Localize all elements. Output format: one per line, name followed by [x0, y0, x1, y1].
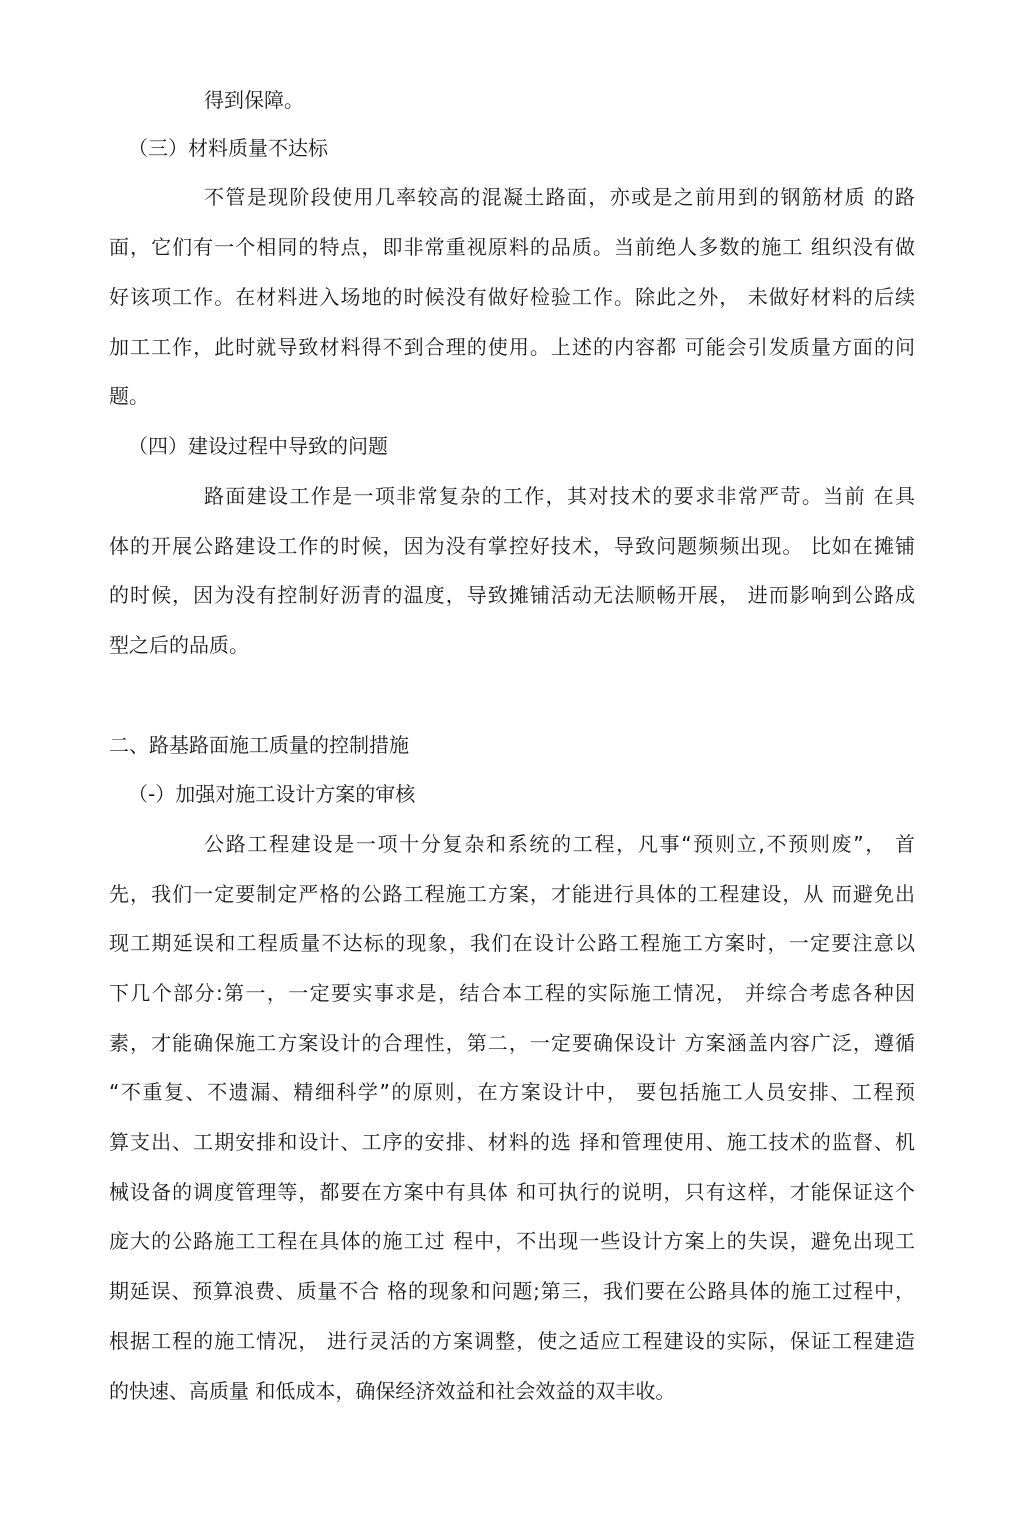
paragraph-line: 根据工程的施工情况， 进行灵活的方案调整，使之适应工程建设的实际，保证工程建造	[109, 1329, 915, 1353]
section-heading: 二、路基路面施工质量的控制措施	[109, 733, 409, 757]
paragraph-line: 庞大的公路施工工程在具体的施工过 程中，不出现一些设计方案上的失误，避免出现工	[109, 1229, 915, 1253]
paragraph-line: 好该项工作。在材料进入场地的时候没有做好检验工作。除此之外， 未做好材料的后续	[109, 285, 915, 309]
paragraph-line: 公路工程建设是一项十分复杂和系统的工程，凡事“预则立,不预则废”， 首	[204, 832, 915, 856]
paragraph-line: “不重复、不遗漏、精细科学”的原则，在方案设计中， 要包括施工人员安排、工程预	[109, 1080, 915, 1104]
paragraph-line: 下几个部分:第一，一定要实事求是，结合本工程的实际施工情况， 并综合考虑各种因	[109, 981, 915, 1005]
paragraph-line: 期延误、预算浪费、质量不合 格的现象和问题;第三，我们要在公路具体的施工过程中，	[109, 1279, 915, 1303]
paragraph-line: 加工工作，此时就导致材料得不到合理的使用。上述的内容都 可能会引发质量方面的问	[109, 335, 915, 359]
paragraph-line: 的快速、高质量 和低成本，确保经济效益和社会效益的双丰收。	[109, 1379, 676, 1403]
section-subheading: （三）材料质量不达标	[128, 136, 328, 160]
paragraph-line: 算支出、工期安排和设计、工序的安排、材料的选 择和管理使用、施工技术的监督、机	[109, 1130, 915, 1154]
paragraph-line: 不管是现阶段使用几率较高的混凝土路面，亦或是之前用到的钢筋材质 的路	[204, 185, 915, 209]
paragraph-line: 先，我们一定要制定严格的公路工程施工方案，才能进行具体的工程建设，从 而避免出	[109, 882, 915, 906]
paragraph-line: 的时候，因为没有控制好沥青的温度，导致摊铺活动无法顺畅开展， 进而影响到公路成	[109, 583, 915, 607]
paragraph-line: 体的开展公路建设工作的时候，因为没有掌控好技术，导致问题频频出现。 比如在摊铺	[109, 534, 915, 558]
paragraph-line: 面，它们有一个相同的特点，即非常重视原料的品质。当前绝人多数的施工 组织没有做	[109, 235, 915, 259]
paragraph-line: 素，才能确保施工方案设计的合理性，第二，一定要确保设计 方案涵盖内容广泛，遵循	[109, 1031, 915, 1055]
paragraph-line: 得到保障。	[204, 88, 304, 112]
paragraph-line: 型之后的品质。	[109, 633, 249, 657]
section-subheading: （四）建设过程中导致的问题	[128, 434, 388, 458]
paragraph-line: 路面建设工作是一项非常复杂的工作，其对技术的要求非常严苛。当前 在具	[204, 484, 915, 508]
section-subheading: （-）加强对施工设计方案的审核	[128, 782, 416, 806]
paragraph-line: 现工期延误和工程质量不达标的现象，我们在设计公路工程施工方案时，一定要注意以	[109, 931, 915, 955]
paragraph-line: 题。	[109, 384, 149, 408]
paragraph-line: 械设备的调度管理等，都要在方案中有具体 和可执行的说明，只有这样，才能保证这个	[109, 1180, 915, 1204]
